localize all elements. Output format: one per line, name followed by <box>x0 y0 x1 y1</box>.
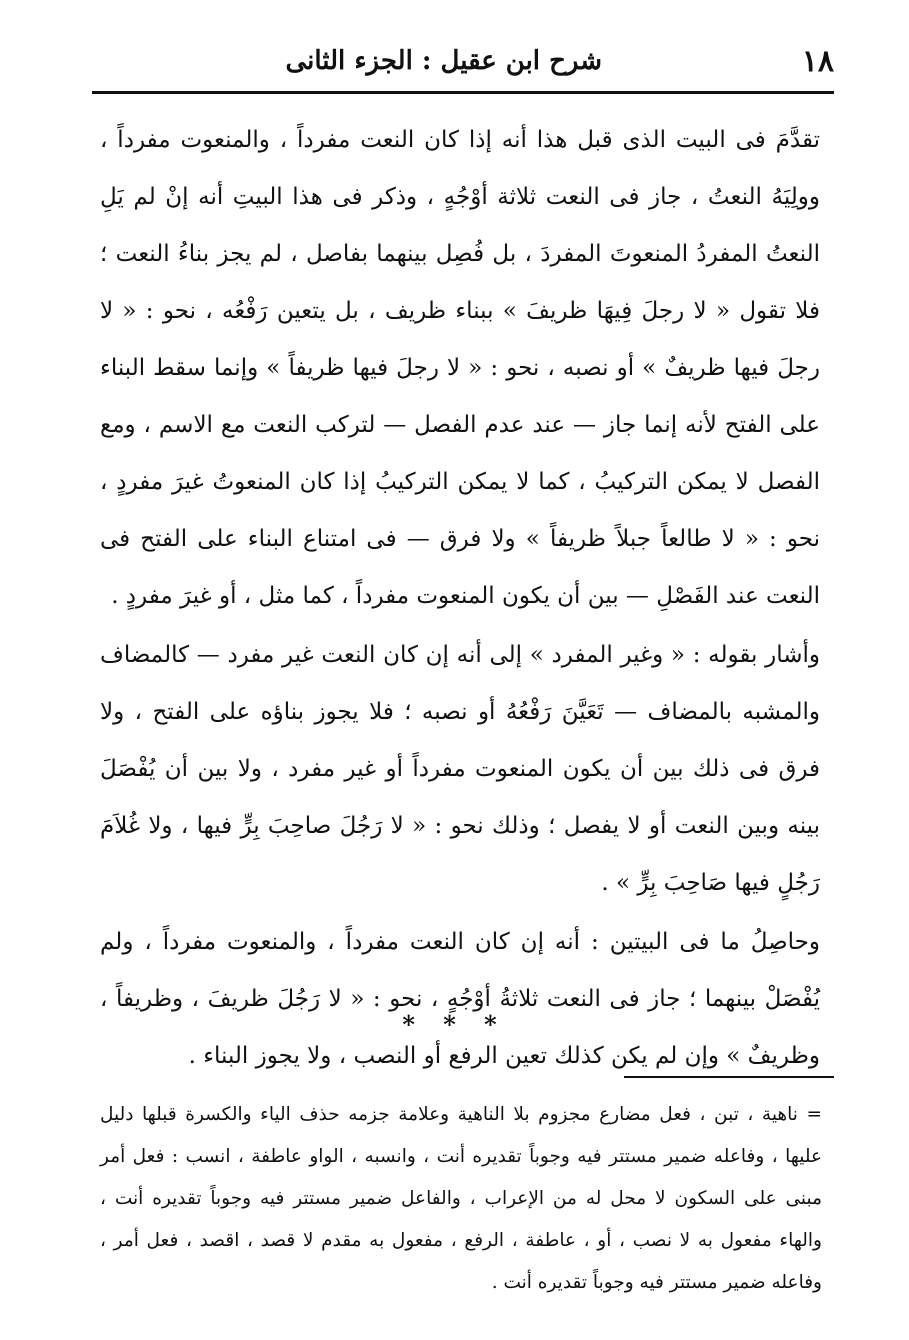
running-title: شرح ابن عقيل : الجزء الثانى <box>285 46 602 76</box>
page-number: ١٨ <box>801 44 834 79</box>
paragraph-1: تقدَّمَ فى البيت الذى قبل هذا أنه إذا كان النعت مفرداً ، والمنعوت مفرداً ، وولِيَهُ النعتُ ، جاز فى النعت ثلاثة أوْجُهٍ ، وذكر فى هذا البيتِ أنه إنْ لم يَلِ النعتُ المفردُ المنعوتَ المفردَ ، بل فُصِل بينهما بفاصل ، لم يجز بناءُ النعت ؛ فلا تقول « لا رجلَ فِيهَا ظريفَ » ببناء ظريف ، بل يتعين رَفْعُه ، نحو : « لا رجلَ فيها ظريفٌ » أو نصبه ، نحو : « لا رجلَ فيها ظريفاً » وإنما سقط البناء على الفتح لأنه إنما جاز — عند عدم الفصل — لتركب النعت مع الاسم ، ومع الفصل لا يمكن التركيبُ ، كما لا يمكن التركيبُ إذا كان المنعوتُ غيرَ مفردٍ ، نحو : « لا طالعاً جبلاً ظريفاً » ولا فرق — فى امتناع البناء على الفتح فى النعت عند الفَصْلِ — بين أن يكون المنعوت مفرداً ، كما مثل ، أو غيرَ مفردٍ . <box>100 127 820 609</box>
footnote-rule <box>624 1076 834 1078</box>
page-header <box>92 38 834 90</box>
paragraph-3: وحاصِلُ ما فى البيتين : أنه إن كان النعت مفرداً ، والمنعوت مفرداً ، ولم يُفْصَلْ بينهما ؛ جاز فى النعت ثلاثةُ أوْجُهٍ ، نحو : « لا رَجُلَ ظريفَ ، وظريفاً ، وظريفٌ » وإن لم يكن كذلك تعين الرفع أو النصب ، ولا يجوز البناء . <box>100 929 820 1069</box>
header-rule <box>92 91 834 94</box>
paragraph-2: وأشار بقوله : « وغير المفرد » إلى أنه إن كان النعت غير مفرد — كالمضاف والمشبه بالمضاف — تَعَيَّنَ رَفْعُهُ أو نصبه ؛ فلا يجوز بناؤه على الفتح ، ولا فرق فى ذلك بين أن يكون المنعوت مفرداً أو غير مفرد ، ولا بين أن يُفْصَلَ بينه وبين النعت أو لا يفصل ؛ وذلك نحو : « لا رَجُلَ صاحِبَ بِرٍّ فيها ، ولا غُلاَمَ رَجُلٍ فيها صَاحِبَ بِرٍّ » . <box>100 642 820 896</box>
section-separator: * * * <box>402 1010 507 1039</box>
footnotes <box>100 1094 822 1304</box>
footnote-text: = ناهية ، تبن ، فعل مضارع مجزوم بلا الناهية وعلامة جزمه حذف الياء والكسرة قبلها دليل عليها ، وفاعله ضمير مستتر فيه وجوباً تقديره أنت ، وانسبه ، الواو عاطفة ، انسب : فعل أمر مبنى على السكون لا محل له من الإعراب ، والفاعل ضمير مستتر فيه وجوباً تقديره أنت ، والهاء مفعول به لا نصب ، أو ، عاطفة ، الرفع ، مفعول به مقدم لا قصد ، اقصد ، فعل أمر ، وفاعله ضمير مستتر فيه وجوباً تقديره أنت . <box>100 1104 822 1293</box>
main-text <box>100 112 820 1085</box>
